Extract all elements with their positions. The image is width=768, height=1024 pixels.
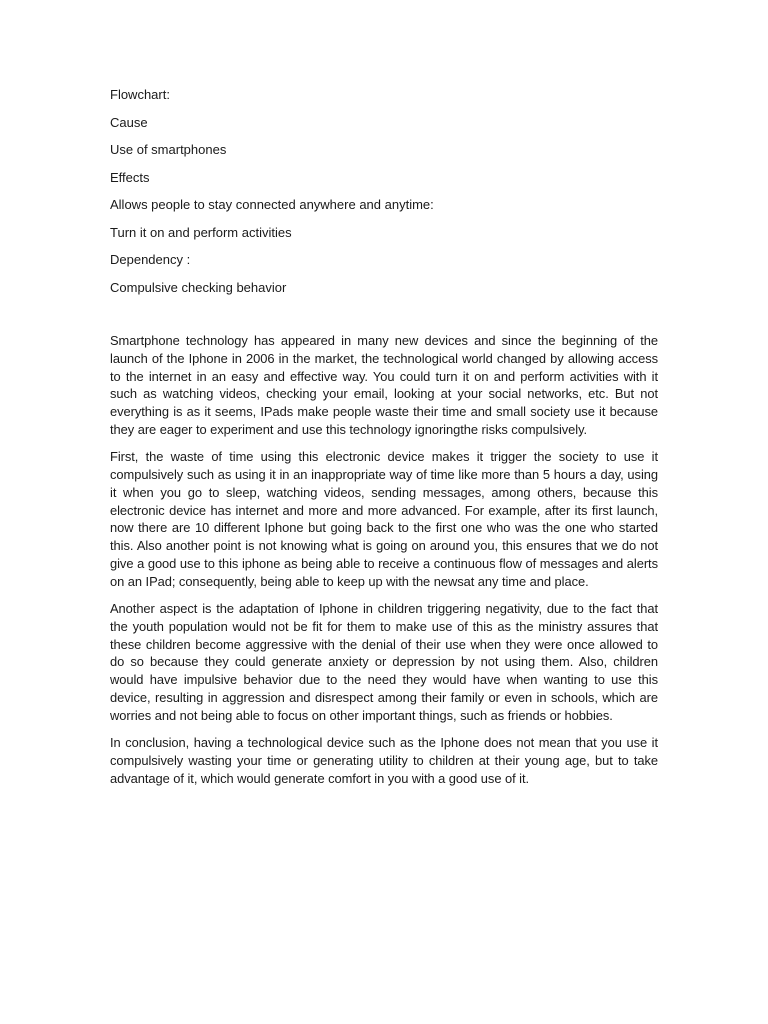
document-body — [110, 86, 658, 797]
essay-paragraph-conclusion: In conclusion, having a technological device such as the Iphone does not mean that you use it compulsively wasting your time or generating utility to children at their young age, but to take advantage of it, which would generate comfort in you with a good use of it. — [110, 734, 658, 786]
cause-label: Cause — [110, 114, 148, 130]
effect-connected-detail: Turn it on and perform activities — [110, 224, 292, 240]
flowchart-heading: Flowchart: — [110, 87, 170, 102]
essay-paragraph-time-waste: First, the waste of time using this electronic device makes it trigger the society to use it compulsively such as using it in an inappropriate way of time like more than 5 hours a day, using it when you go to sleep, watching videos, sending messages, among others, because this electronic device has internet and more and more advanced. For example, after its first launch, now there are 10 different Iphone but going back to the first one who was the one who started this. Also another point is not knowing what is going on around you, this ensures that we do not give a good use to this iphone as being able to receive a continuous flow of messages and alerts on an IPad; consequently, being able to keep up with the newsat any time and place. — [110, 449, 658, 589]
effect-dependency-detail: Compulsive checking behavior — [110, 279, 287, 295]
section-spacer — [110, 306, 658, 332]
cause-text: Use of smartphones — [110, 142, 227, 157]
effect-connected: Allows people to stay connected anywhere and anytime: — [110, 197, 434, 212]
essay-paragraph-children: Another aspect is the adaptation of Iphone in children triggering negativity, due to the fact that the youth population would not be fit for them to make use of this as the ministry assures that these children become aggressive with the denial of their use when they were once allowed to do so because they could generate anxiety or depression by not using them. Also, children would have impulsive behavior due to the need they would have when wanting to use this device, resulting in aggression and disrespect among their family or even in schools, which are worries and not being able to focus on other important things, such as friends or hobbies. — [110, 600, 658, 723]
effect-dependency: Dependency : — [110, 252, 191, 267]
essay-paragraph-intro: Smartphone technology has appeared in many new devices and since the beginning of the launch of the Iphone in 2006 in the market, the technological world changed by allowing access to the internet in an easy and effective way. You could turn it on and perform activities with it such as watching videos, checking your email, looking at your social networks, etc. But not everything is as it seems, IPads make people waste their time and small society use it because they are eager to experiment and use this technology ignoringthe risks compulsively. — [110, 333, 658, 437]
effects-label: Effects — [110, 169, 150, 185]
